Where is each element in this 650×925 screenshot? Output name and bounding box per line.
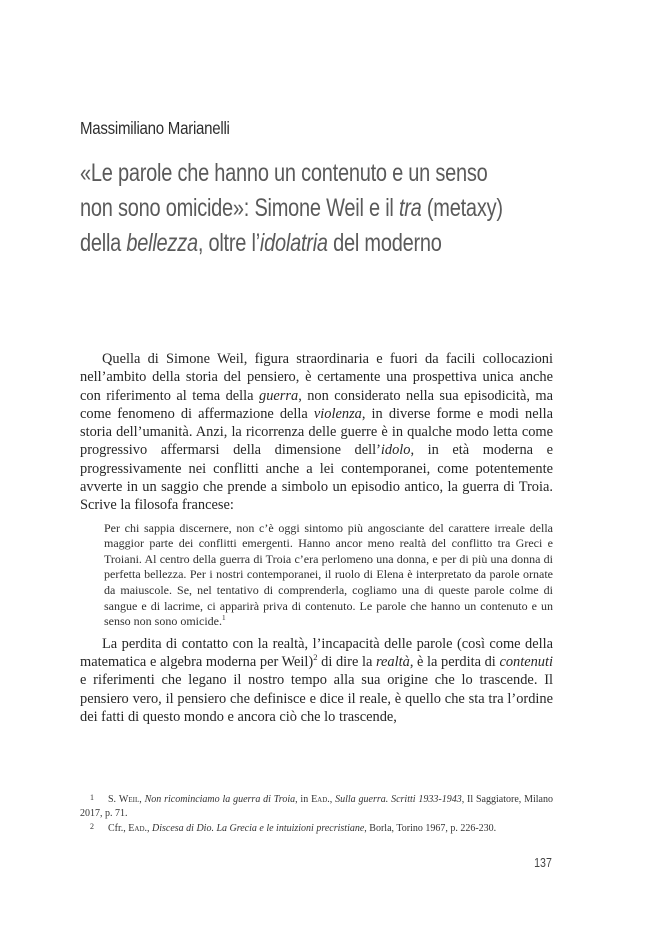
text-run: Quella di Simone Weil, figura straordinaria e fuori da facili collocazioni nell’ambito della storia del pensiero, è certamente una prospettiva unica anche con riferimento al tema della — [80, 351, 553, 404]
text-run: , — [147, 823, 152, 835]
title-italic: idolatria — [259, 229, 328, 257]
title-text: (metaxy) — [421, 194, 503, 222]
footnote-ref-1[interactable]: 1 — [222, 614, 226, 623]
text-run: , in età moderna e progressivamente nei conflitti anche a lei contemporanei, come potentemente avverte in un saggio che prende a simbolo un episodio antico, la guerra di Troia. Scrive la filosofa francese: — [80, 442, 553, 514]
small-caps-run: Weil — [118, 794, 140, 805]
text-run: , Borla, Torino 1967, p. 226-230. — [364, 823, 497, 835]
author-name: Massimiliano Marianelli — [80, 118, 230, 138]
title-line-3 — [80, 226, 528, 261]
text-run: , in — [295, 794, 312, 805]
title-text: della — [80, 229, 127, 257]
text-run: , Il Saggiatore, Milano 2017, p. 71. — [80, 794, 553, 819]
italic-run: realtà — [375, 654, 410, 671]
paragraph-2 — [80, 635, 553, 726]
text-run: , è la perdita di — [409, 654, 500, 671]
footnotes — [80, 791, 553, 836]
small-caps-run: Ead. — [128, 823, 147, 835]
italic-run: guerra — [259, 387, 299, 404]
title-line-1: «Le parole che hanno un contenuto e un senso — [80, 159, 488, 187]
title-text: , oltre l’ — [197, 229, 260, 257]
paragraph-1 — [80, 350, 553, 515]
footnote-1 — [80, 791, 553, 820]
footnote-2 — [80, 820, 553, 836]
italic-run: violenza — [313, 405, 362, 422]
title-text: non sono omicide»: Simone Weil e il — [80, 194, 399, 222]
chapter-title — [80, 156, 528, 261]
text-run: , — [139, 794, 145, 805]
title-line-2 — [80, 191, 528, 226]
italic-run: Sulla guerra. Scritti 1933-1943 — [335, 794, 462, 805]
footnote-ref-2[interactable]: 2 — [313, 652, 318, 663]
page-number: 137 — [534, 856, 552, 870]
text-run: La perdita di contatto con la realtà, l’incapacità delle parole (così come della matematica e algebra moderna per Weil) — [80, 635, 553, 671]
title-italic: bellezza — [126, 229, 198, 257]
text-run: , — [329, 794, 336, 805]
footnote-number: 1 — [90, 793, 94, 802]
quote-text: Per chi sappia discernere, non c’è oggi sintomo più angosciante del carattere irreale della maggior parte dei conflitti emergenti. Hanno ancor meno realtà del conflitto tra Greci e Troiani. Al centro della guerra di Troia c’era perlomeno una donna, e per di più una donna di perfetta bellezza. Per i nostri contemporanei, il ruolo di Elena è interpretato da parole ornate da maiuscole. Se, nel tentativo di comprenderla, cogliamo una di queste parole colme di sangue e di lacrime, ci apparirà priva di contenuto. Le parole che hanno un contenuto e un senso non sono omicide. — [104, 520, 553, 629]
italic-run: idolo — [380, 442, 411, 459]
text-run: , non considerato nella sua episodicità, ma come fenomeno di affermazione della — [80, 387, 553, 422]
text-run: S. — [108, 794, 119, 805]
block-quote — [104, 521, 553, 630]
title-text: del moderno — [327, 229, 442, 257]
text-run: Cfr., — [108, 823, 129, 835]
italic-run: Discesa di Dio. La Grecia e le intuizioni precristiane — [152, 823, 365, 835]
title-italic: tra — [398, 194, 422, 222]
italic-run: Non ricominciamo la guerra di Troia — [144, 794, 296, 805]
text-run: di dire la — [317, 654, 376, 671]
text-run: , in diverse forme e modi nella storia dell’umanità. Anzi, la ricorrenza delle guerre è in qualche modo letta come progressivo affermarsi della dimensione dell’ — [80, 405, 553, 459]
italic-run: contenuti — [499, 654, 553, 671]
text-run: e riferimenti che legano il nostro tempo alla sua origine che lo trascende. Il pensiero vero, il pensiero che definisce e dice il reale, è quello che sta tra l’ordine dei fatti di questo mondo e ancora ciò che lo trascende, — [80, 672, 553, 726]
body-text — [80, 350, 553, 726]
small-caps-run: Ead. — [311, 794, 330, 805]
footnote-number: 2 — [90, 822, 94, 832]
